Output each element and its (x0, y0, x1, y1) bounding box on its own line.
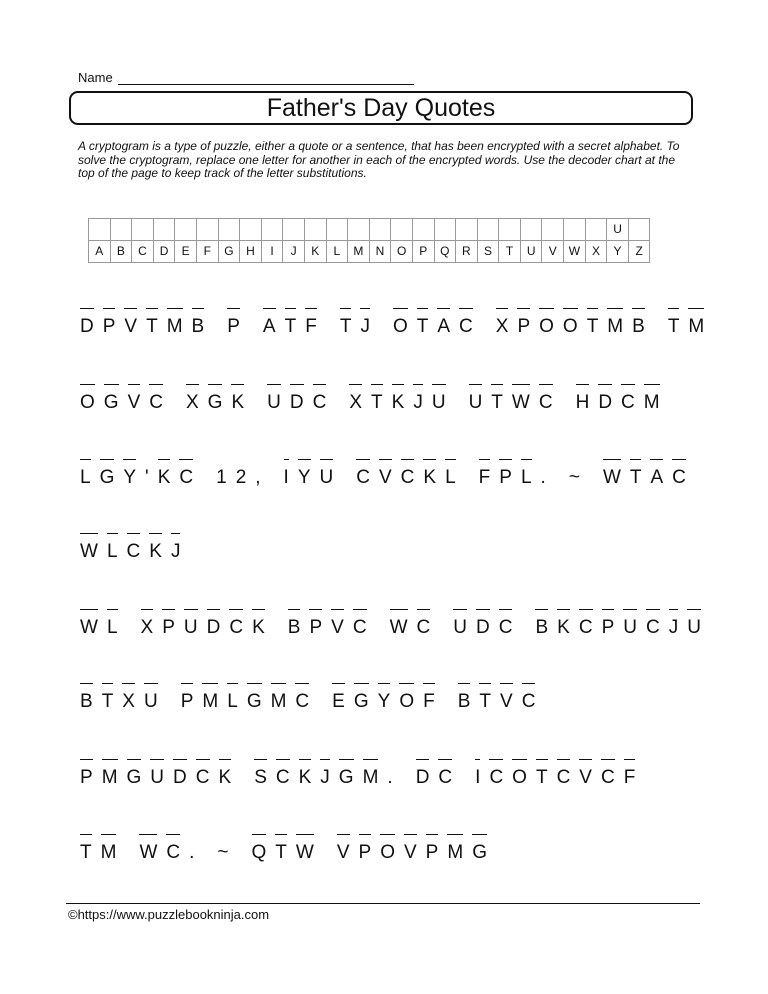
decoder-cell-s[interactable] (477, 219, 499, 241)
cipher-letter[interactable]: U (431, 392, 455, 413)
cipher-letter[interactable]: U (319, 467, 343, 488)
decoder-letter-c: C (132, 241, 154, 263)
cipher-letter[interactable]: C (229, 617, 253, 638)
cryptogram-line (80, 691, 558, 719)
cipher-letter[interactable]: K (391, 392, 414, 413)
decoder-cell-b[interactable] (110, 219, 132, 241)
cipher-letter[interactable]: M (101, 767, 127, 788)
cipher-letter[interactable]: O (539, 316, 563, 337)
decoder-letter-v: V (542, 241, 564, 263)
decoder-cell-x[interactable] (585, 219, 607, 241)
cipher-letter[interactable]: U (687, 617, 710, 638)
decoder-cell-r[interactable] (456, 219, 478, 241)
cryptogram-word (139, 842, 203, 864)
decoder-cell-y[interactable]: U (607, 219, 629, 241)
cipher-letter[interactable]: V (336, 842, 359, 863)
cipher-letter[interactable]: C (489, 767, 513, 788)
cipher-letter[interactable]: U (143, 691, 167, 712)
cipher-letter[interactable]: W (295, 842, 323, 863)
cipher-letter[interactable]: A (437, 316, 460, 337)
decoder-cell-u[interactable] (520, 219, 542, 241)
cipher-letter[interactable]: J (668, 617, 688, 638)
decoder-cell-z[interactable] (628, 219, 650, 241)
cipher-letter[interactable]: K (423, 467, 446, 488)
decoder-cell-p[interactable] (412, 219, 434, 241)
decoder-letter-q: Q (434, 241, 456, 263)
cipher-letter[interactable]: P (80, 767, 102, 788)
cipher-letter[interactable]: P (358, 842, 381, 863)
decoder-cell-t[interactable] (499, 219, 521, 241)
cryptogram-word (284, 467, 343, 489)
punctuation: . (540, 467, 555, 488)
decoder-letter-j: J (283, 241, 305, 263)
decoder-letter-z: Z (628, 241, 650, 263)
cipher-letter[interactable]: E (332, 691, 354, 712)
name-label: Name (78, 70, 113, 85)
cipher-letter[interactable]: U (468, 392, 492, 413)
decoder-letter-e: E (175, 241, 197, 263)
cryptogram-word (576, 392, 669, 414)
decoder-cell-k[interactable] (304, 219, 326, 241)
decoder-letter-t: T (499, 241, 521, 263)
decoder-letter-n: N (369, 241, 391, 263)
cryptogram-word (288, 617, 376, 639)
punctuation: 1 (216, 467, 236, 488)
cipher-letter[interactable]: J (320, 767, 339, 788)
cryptogram-word (80, 316, 213, 338)
decoder-hint-row (89, 219, 650, 241)
cryptogram-word (393, 316, 482, 338)
cipher-letter[interactable]: M (202, 691, 228, 712)
punctuation: , (255, 467, 270, 488)
cipher-letter[interactable]: W (389, 617, 417, 638)
punctuation: ' (145, 467, 158, 488)
cipher-letter[interactable]: C (400, 467, 424, 488)
cipher-letter[interactable]: Y (297, 467, 320, 488)
cipher-letter[interactable]: M (166, 316, 192, 337)
cryptogram-word (453, 617, 521, 639)
cipher-letter[interactable]: T (479, 691, 500, 712)
cipher-letter[interactable]: S (254, 767, 276, 788)
decoder-cell-e[interactable] (175, 219, 197, 241)
cipher-letter[interactable]: M (643, 392, 669, 413)
cryptogram-word (496, 316, 654, 338)
cipher-letter[interactable]: A (262, 316, 285, 337)
cipher-letter[interactable]: V (331, 617, 353, 638)
cipher-letter[interactable]: T (80, 842, 101, 863)
cipher-letter[interactable]: P (227, 316, 249, 337)
cipher-letter[interactable]: G (246, 691, 271, 712)
cipher-letter[interactable]: P (102, 316, 125, 337)
cryptogram-line (80, 392, 683, 420)
cipher-letter[interactable]: T (275, 842, 296, 863)
cipher-letter[interactable]: K (218, 767, 241, 788)
cryptogram-word (475, 767, 644, 789)
cryptogram-word (668, 316, 713, 338)
cipher-letter[interactable]: W (80, 541, 107, 562)
cipher-letter[interactable]: W (511, 392, 539, 413)
cryptogram-word (340, 316, 379, 338)
cipher-letter[interactable]: T (586, 316, 608, 337)
cipher-letter[interactable]: I (475, 767, 490, 788)
cryptogram-word (80, 767, 240, 789)
cipher-letter[interactable]: L (445, 467, 465, 488)
cipher-letter[interactable]: H (575, 392, 599, 413)
cryptogram-word (80, 392, 172, 414)
cryptogram-line (80, 467, 709, 495)
cipher-letter[interactable]: P (180, 691, 203, 712)
cipher-letter[interactable]: F (305, 316, 326, 337)
cipher-letter[interactable]: K (557, 617, 579, 638)
cryptogram-word (349, 392, 454, 414)
cipher-letter[interactable]: U (183, 617, 207, 638)
cipher-letter[interactable]: D (289, 392, 313, 413)
cipher-letter[interactable]: C (312, 392, 336, 413)
decoder-cell-f[interactable] (196, 219, 218, 241)
cipher-letter[interactable]: C (356, 467, 379, 488)
name-field[interactable] (118, 84, 414, 85)
cipher-letter[interactable]: W (602, 467, 630, 488)
cipher-letter[interactable]: B (457, 691, 480, 712)
punctuation: ~ (568, 467, 589, 488)
decoder-letter-d: D (153, 241, 175, 263)
cipher-letter[interactable]: Y (123, 467, 146, 488)
cryptogram-word (186, 392, 253, 414)
cipher-letter[interactable]: M (100, 842, 126, 863)
cipher-letter[interactable]: M (447, 842, 473, 863)
punctuation: . (387, 767, 402, 788)
cipher-letter[interactable]: J (170, 541, 190, 562)
cryptogram-word (535, 617, 710, 639)
cipher-letter[interactable]: B (535, 617, 558, 638)
cipher-letter[interactable]: C (521, 691, 545, 712)
cryptogram-line (80, 767, 658, 795)
cipher-letter[interactable]: V (378, 467, 401, 488)
decoder-letter-b: B (110, 241, 132, 263)
cipher-letter[interactable]: O (380, 842, 404, 863)
decoder-letter-a: A (89, 241, 111, 263)
cipher-letter[interactable]: T (629, 467, 651, 488)
cipher-letter[interactable]: D (598, 392, 622, 413)
cipher-letter[interactable]: Y (377, 691, 400, 712)
cipher-letter[interactable]: C (149, 392, 172, 413)
decoder-letter-y: Y (607, 241, 629, 263)
cryptogram-word (181, 691, 318, 713)
cipher-letter[interactable]: M (362, 767, 388, 788)
cipher-letter[interactable]: L (227, 691, 247, 712)
cipher-letter[interactable]: C (621, 392, 644, 413)
cipher-letter[interactable]: C (538, 392, 562, 413)
cipher-letter[interactable]: P (499, 467, 521, 488)
cipher-letter[interactable]: C (275, 767, 299, 788)
cipher-letter[interactable]: O (392, 316, 417, 337)
cipher-letter[interactable]: O (80, 392, 104, 413)
cipher-letter[interactable]: W (80, 617, 107, 638)
cryptogram-word (216, 467, 269, 489)
decoder-letter-k: K (304, 241, 326, 263)
decoder-letter-r: R (456, 241, 478, 263)
decoder-cell-j[interactable] (283, 219, 305, 241)
decoder-letter-u: U (520, 241, 542, 263)
cipher-letter[interactable]: B (632, 316, 654, 337)
cipher-letter[interactable]: C (600, 767, 624, 788)
cipher-letter[interactable]: P (309, 617, 332, 638)
cipher-letter[interactable]: C (166, 842, 190, 863)
cipher-letter[interactable]: J (413, 392, 432, 413)
decoder-letter-o: O (391, 241, 413, 263)
cipher-letter[interactable]: M (688, 316, 714, 337)
decoder-cell-i[interactable] (261, 219, 283, 241)
cipher-letter[interactable]: U (623, 617, 646, 638)
cipher-letter[interactable]: K (149, 541, 171, 562)
cipher-letter[interactable]: P (162, 617, 184, 638)
cipher-letter[interactable]: V (403, 842, 426, 863)
cipher-letter[interactable]: B (191, 316, 214, 337)
cryptogram-word (227, 316, 249, 338)
decoder-cell-o[interactable] (391, 219, 413, 241)
cryptogram-word (603, 467, 695, 489)
cipher-letter[interactable]: V (124, 316, 147, 337)
punctuation: . (189, 842, 204, 863)
cipher-letter[interactable]: T (491, 392, 512, 413)
cipher-letter[interactable]: G (353, 691, 378, 712)
cipher-letter[interactable]: T (339, 316, 361, 337)
cipher-letter[interactable]: L (520, 467, 541, 488)
decoder-cell-n[interactable] (369, 219, 391, 241)
cipher-letter[interactable]: X (122, 691, 144, 712)
cipher-letter[interactable]: V (500, 691, 522, 712)
decoder-cell-q[interactable] (434, 219, 456, 241)
cipher-letter[interactable]: F (423, 691, 444, 712)
cipher-letter[interactable]: T (284, 316, 306, 337)
cipher-letter[interactable]: T (146, 316, 167, 337)
decoder-cell-m[interactable] (348, 219, 370, 241)
decoder-cell-l[interactable] (326, 219, 348, 241)
cipher-letter[interactable]: O (399, 691, 424, 712)
decoder-letter-h: H (240, 241, 262, 263)
cipher-letter[interactable]: C (556, 767, 580, 788)
cipher-letter[interactable]: F (478, 467, 500, 488)
cipher-letter[interactable]: D (206, 617, 230, 638)
cipher-letter[interactable]: U (453, 617, 476, 638)
cryptogram-word (416, 767, 461, 789)
cipher-letter[interactable]: C (498, 617, 522, 638)
cipher-letter[interactable]: C (295, 691, 319, 712)
cryptogram-word (390, 617, 440, 639)
decoder-letter-w: W (564, 241, 586, 263)
cipher-letter[interactable]: K (231, 392, 254, 413)
cipher-letter[interactable]: T (535, 767, 557, 788)
cipher-letter[interactable]: T (371, 392, 392, 413)
cipher-letter[interactable]: L (106, 617, 127, 638)
cipher-letter[interactable]: G (207, 392, 232, 413)
cipher-letter[interactable]: D (415, 767, 439, 788)
decoder-alphabet-row (89, 241, 650, 263)
instructions-text: A cryptogram is a type of puzzle, either a quote or a sentence, that has been encrypted with a secret alphabet. To solve the cryptogram, replace one letter for another in each of the encrypted words. Use the decoder chart at the top of the page to keep track of the letter substitutions. (78, 139, 680, 180)
cryptogram-word (217, 842, 237, 864)
cipher-letter[interactable]: P (601, 617, 624, 638)
cipher-letter[interactable]: V (579, 767, 601, 788)
decoder-cell-w[interactable] (564, 219, 586, 241)
cipher-letter[interactable]: X (495, 316, 518, 337)
cipher-letter[interactable]: C (195, 767, 219, 788)
decoder-cell-d[interactable] (153, 219, 175, 241)
cipher-letter[interactable]: D (80, 316, 103, 337)
cryptogram-word (80, 467, 202, 489)
cipher-letter[interactable]: C (126, 541, 150, 562)
cipher-letter[interactable]: P (425, 842, 448, 863)
cipher-letter[interactable]: O (512, 767, 536, 788)
decoder-letter-i: I (261, 241, 283, 263)
punctuation: ~ (217, 842, 238, 863)
cipher-letter[interactable]: L (80, 467, 100, 488)
cipher-letter[interactable]: G (338, 767, 363, 788)
cipher-letter[interactable]: C (578, 617, 602, 638)
footer-copyright: ©https://www.puzzlebookninja.com (68, 907, 270, 922)
cipher-letter[interactable]: M (270, 691, 296, 712)
decoder-chart (88, 218, 650, 263)
cipher-letter[interactable]: B (287, 617, 310, 638)
cipher-letter[interactable]: U (267, 392, 290, 413)
cipher-letter[interactable]: C (352, 617, 376, 638)
page-title: Father's Day Quotes (69, 91, 693, 125)
cryptogram-word (337, 842, 496, 864)
cipher-letter[interactable]: C (438, 767, 462, 788)
cipher-letter[interactable]: G (99, 467, 124, 488)
cipher-letter[interactable]: C (672, 467, 695, 488)
cipher-letter[interactable]: C (416, 617, 440, 638)
cryptogram-word (80, 617, 127, 639)
cipher-letter[interactable]: K (252, 617, 274, 638)
decoder-cell-h[interactable] (240, 219, 262, 241)
cipher-letter[interactable]: T (416, 316, 438, 337)
cryptogram-word (80, 842, 125, 864)
cryptogram-word (263, 316, 326, 338)
cipher-letter[interactable]: U (150, 767, 174, 788)
cryptogram-word (267, 392, 335, 414)
punctuation: 2 (235, 467, 256, 488)
cryptogram-word (458, 691, 545, 713)
decoder-cell-v[interactable] (542, 219, 564, 241)
cipher-letter[interactable]: K (157, 467, 180, 488)
cipher-letter[interactable]: D (475, 617, 499, 638)
cryptogram-line (80, 316, 727, 344)
cipher-letter[interactable]: B (80, 691, 102, 712)
cryptogram-line (80, 842, 510, 870)
cipher-letter[interactable]: M (607, 316, 633, 337)
cipher-letter[interactable]: J (360, 316, 379, 337)
cryptogram-word (332, 691, 444, 713)
decoder-letter-g: G (218, 241, 240, 263)
cipher-letter[interactable]: O (562, 316, 587, 337)
cipher-letter[interactable]: C (645, 617, 669, 638)
cipher-letter[interactable]: F (623, 767, 645, 788)
decoder-cell-a[interactable] (89, 219, 111, 241)
cipher-letter[interactable]: L (106, 541, 127, 562)
cryptogram-word (569, 467, 589, 489)
decoder-letter-l: L (326, 241, 348, 263)
decoder-letter-x: X (585, 241, 607, 263)
cryptogram-word (141, 617, 274, 639)
cipher-letter[interactable]: C (179, 467, 203, 488)
cipher-letter[interactable]: A (650, 467, 673, 488)
cipher-letter[interactable]: C (459, 316, 482, 337)
decoder-letter-p: P (412, 241, 434, 263)
cryptogram-line (80, 617, 724, 645)
cipher-letter[interactable]: G (472, 842, 496, 863)
decoder-letter-f: F (196, 241, 218, 263)
cipher-letter[interactable]: X (185, 392, 208, 413)
cipher-letter[interactable]: X (349, 392, 372, 413)
cryptogram-word (469, 392, 562, 414)
cipher-letter[interactable]: V (127, 392, 150, 413)
cipher-letter[interactable]: W (139, 842, 167, 863)
cipher-letter[interactable]: T (667, 316, 689, 337)
cipher-letter[interactable]: Q (251, 842, 276, 863)
cipher-letter[interactable]: G (126, 767, 151, 788)
cipher-letter[interactable]: D (173, 767, 196, 788)
cryptogram-word (254, 767, 402, 789)
footer-divider (66, 903, 700, 904)
cryptogram-word (252, 842, 323, 864)
cipher-letter[interactable]: P (517, 316, 540, 337)
decoder-cell-c[interactable] (132, 219, 154, 241)
cipher-letter[interactable]: T (101, 691, 123, 712)
cipher-letter[interactable]: K (298, 767, 321, 788)
cryptogram-word (80, 691, 167, 713)
cryptogram-line (80, 541, 203, 569)
decoder-letter-m: M (348, 241, 370, 263)
cryptogram-word (356, 467, 464, 489)
cryptogram-word (479, 467, 555, 489)
cipher-letter[interactable]: X (140, 617, 163, 638)
decoder-cell-g[interactable] (218, 219, 240, 241)
decoder-letter-s: S (477, 241, 499, 263)
cipher-letter[interactable]: I (283, 467, 298, 488)
cryptogram-word (80, 541, 189, 563)
cipher-letter[interactable]: G (103, 392, 128, 413)
